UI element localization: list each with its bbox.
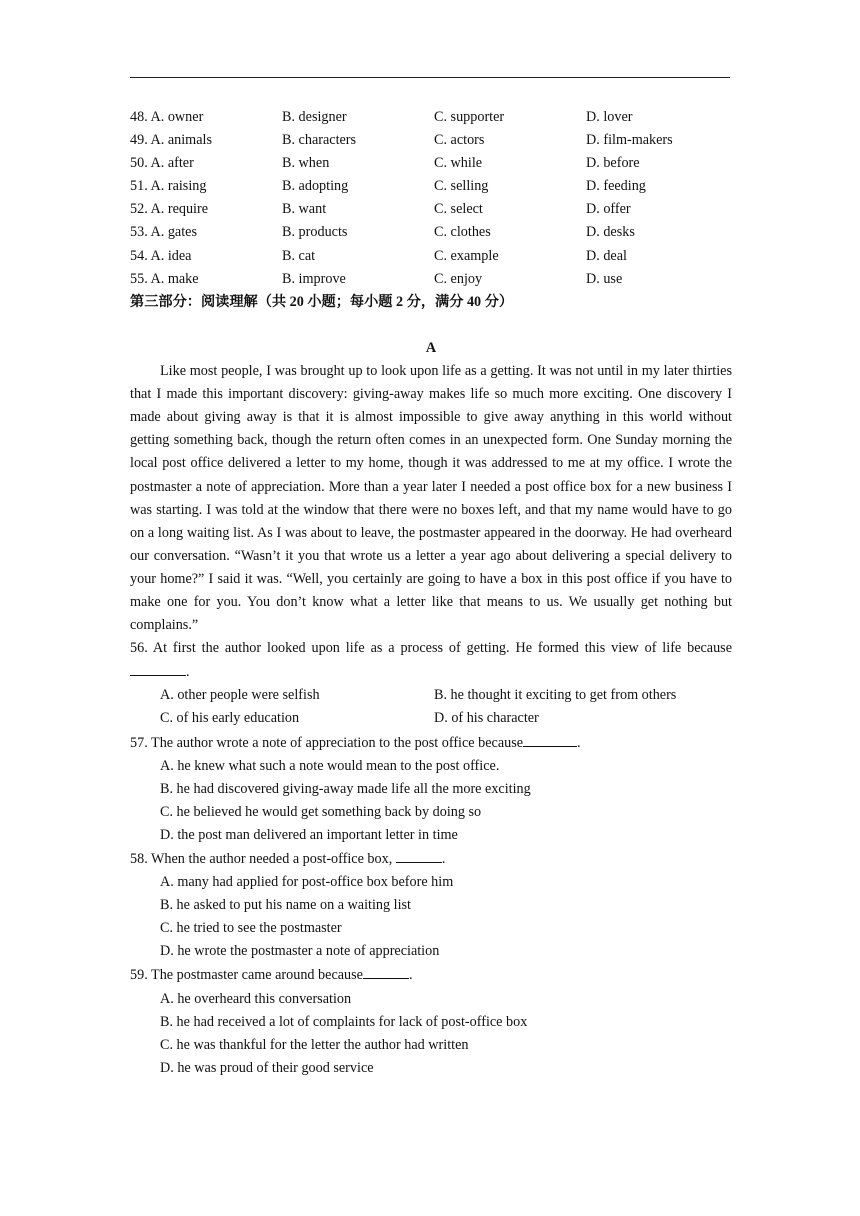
cloze-option-b: B. characters <box>282 132 357 149</box>
cloze-option-c: C. supporter <box>434 109 505 125</box>
question-56 <box>130 637 732 730</box>
choice-d: D. he was proud of their good service <box>160 1059 374 1076</box>
choices <box>130 684 732 730</box>
option-text: A. gates <box>150 224 197 241</box>
passage-label: A <box>425 339 437 356</box>
cloze-option-a <box>130 245 282 268</box>
question-number: 51. <box>130 178 148 195</box>
passage-text: Like most people, I was brought up to look upon life as a getting. It was not until in my later thirties that I made this important discovery: giving-away makes life so much more exciting. One discovery I made about giving away is that it is almost impossible to give away anything in this world without getting something back, though the return often comes in an unexpected form. One Sunday morning the local post office delivered a letter to my home, though it was addressed to me at my office. I wrote the postmaster a note of appreciation. More than a year later I needed a post office box for a new business I was starting. I was told at the window that there were no boxes left, and that my name would have to go on a long waiting list. As I was about to leave, the postmaster appeared in the doorway. He had overheard our conversation. “Wasn’t it you that wrote us a letter a year ago about delivering a special delivery to your home?” I said it was. “Well, you certainly are going to have a box in this post office if you have to make one for you. You don’t know what a letter like that means to us. We usually get nothing but complains.” <box>130 363 732 634</box>
choices <box>130 988 732 1080</box>
cloze-option-d: D. use <box>586 270 623 287</box>
choice-a: A. he knew what such a note would mean to the post office. <box>160 757 500 774</box>
choices <box>130 755 732 847</box>
choice-b: B. he thought it exciting to get from others <box>434 687 677 704</box>
option-text: A. make <box>150 270 199 287</box>
question-57 <box>130 731 732 847</box>
choice-a: A. other people were selfish <box>160 687 320 704</box>
option-text: A. owner <box>150 109 204 125</box>
cloze-option-b: B. improve <box>282 270 346 287</box>
option-text: A. animals <box>150 132 212 149</box>
page-content <box>130 106 732 1080</box>
cloze-option-a <box>130 268 282 291</box>
cloze-option-d: D. feeding <box>586 178 646 195</box>
question-stem: 58. When the author needed a post-office box, . <box>130 847 732 871</box>
question-number: 52. <box>130 201 148 218</box>
choice-c: C. he tried to see the postmaster <box>160 920 342 937</box>
cloze-option-d: D. deal <box>586 247 627 264</box>
answer-blank <box>396 847 442 863</box>
cloze-option-d: D. offer <box>586 201 631 218</box>
question-number: 54. <box>130 247 148 264</box>
question-stem: 57. The author wrote a note of appreciation to the post office because . <box>130 731 732 755</box>
cloze-option-c: C. actors <box>434 132 485 149</box>
cloze-option-c: C. enjoy <box>434 270 483 287</box>
question-number: 55. <box>130 270 148 287</box>
option-text: A. raising <box>150 178 207 195</box>
choice-d: D. the post man delivered an important letter in time <box>160 826 458 843</box>
choice-a: A. he overheard this conversation <box>160 990 352 1007</box>
cloze-option-c: C. clothes <box>434 224 491 241</box>
cloze-option-a <box>130 221 282 244</box>
cloze-option-a <box>130 198 282 221</box>
choice-b: B. he had received a lot of complaints for lack of post-office box <box>160 1013 528 1030</box>
cloze-option-b: B. when <box>282 155 330 172</box>
cloze-option-d: D. desks <box>586 224 635 241</box>
cloze-option-a <box>130 106 282 129</box>
cloze-option-b: B. designer <box>282 109 347 125</box>
option-text: A. idea <box>150 247 192 264</box>
cloze-option-a <box>130 175 282 198</box>
question-number: 49. <box>130 132 148 149</box>
cloze-option-b: B. cat <box>282 247 316 264</box>
question-number: 53. <box>130 224 148 241</box>
question-number: 48. <box>130 109 148 125</box>
question-stem: 56. At first the author looked upon life as a process of getting. He formed this view of life because. <box>130 640 732 681</box>
option-text: A. require <box>150 201 209 218</box>
cloze-option-a <box>130 152 282 175</box>
cloze-options-table <box>130 106 732 291</box>
cloze-option-a <box>130 129 282 152</box>
cloze-option-b: B. want <box>282 201 327 218</box>
cloze-option-c: C. while <box>434 155 483 172</box>
choice-d: D. of his character <box>434 710 539 727</box>
cloze-option-c: C. select <box>434 201 483 218</box>
question-58 <box>130 847 732 963</box>
choice-c: C. he believed he would get something back by doing so <box>160 803 482 820</box>
question-59 <box>130 963 732 1079</box>
cloze-option-d: D. before <box>586 155 640 172</box>
section-title: 第三部分：阅读理解（共 20 小题；每小题 2 分，满分 40 分） <box>130 293 514 310</box>
cloze-option-b: B. products <box>282 224 348 241</box>
answer-blank <box>523 731 577 747</box>
cloze-option-c: C. example <box>434 247 499 264</box>
option-text: A. after <box>150 155 194 172</box>
choice-b: B. he asked to put his name on a waiting list <box>160 897 412 914</box>
question-number: 50. <box>130 155 148 172</box>
cloze-option-b: B. adopting <box>282 178 349 195</box>
header-rule <box>130 77 730 78</box>
choice-c: C. he was thankful for the letter the author had written <box>160 1036 469 1053</box>
choice-a: A. many had applied for post-office box before him <box>160 874 454 891</box>
choice-d: D. he wrote the postmaster a note of appreciation <box>160 943 440 960</box>
cloze-option-c: C. selling <box>434 178 489 195</box>
answer-blank <box>130 660 186 676</box>
choice-c: C. of his early education <box>160 710 300 727</box>
choice-b: B. he had discovered giving-away made life all the more exciting <box>160 780 531 797</box>
answer-blank <box>363 963 409 979</box>
choices <box>130 871 732 963</box>
cloze-option-d: D. film-makers <box>586 132 673 149</box>
cloze-option-d: D. lover <box>586 109 633 125</box>
question-stem: 59. The postmaster came around because . <box>130 963 732 987</box>
